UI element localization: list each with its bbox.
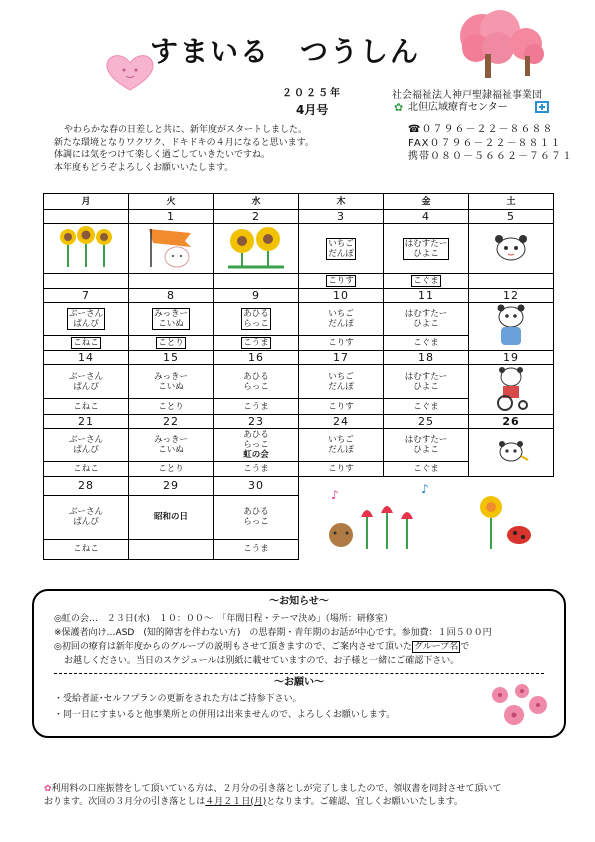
group-row [44, 303, 554, 336]
sub-group-name: こうま [243, 338, 269, 348]
group-name: らっこ [243, 440, 269, 450]
notice-line: ※保護者向け…ASD (知的障害を伴わない方) の思春期・青年期のお話が中心です。参加費：１回５００円 [54, 628, 492, 638]
request-line: ・同一日にすまいると他事業所との併用は出来ませんので、よろしくお願いします。 [54, 710, 396, 720]
group-name: だんぽ [328, 319, 354, 329]
fax-number: FAX０７９６－２２－８８１１ [408, 137, 562, 149]
cherry-blossom-illustration [486, 681, 552, 731]
sub-group-name: ことり [129, 399, 214, 415]
group-name: こいぬ [158, 445, 184, 455]
group-name: ぱんぴ [73, 517, 99, 528]
group-name: だんぽ [328, 248, 354, 259]
group-name: ひよこ [413, 319, 439, 329]
sub-group-name: こぐま [384, 462, 469, 477]
intro-text: やわらかな春の日差しと共に、新年度がスタートしました。 新たな環境となりワクワク、ドキドキの４月になると思います。 体調には気をつけて楽しく過ごしていきたいですね。 本年度もどうぞよろしくお願いいたします。 [54, 125, 314, 173]
group-name: らっこ [243, 517, 269, 528]
date-cell: 1 [129, 210, 214, 224]
date-row [44, 351, 554, 365]
sub-group-name: こぐま [384, 336, 469, 351]
date-cell: 8 [129, 289, 214, 303]
group-name: みっきー [153, 435, 188, 445]
panda-kimono-illustration [469, 303, 554, 351]
group-name-box: グループ名 [413, 642, 459, 652]
panda-illustration [469, 224, 554, 274]
date-cell: 17 [299, 351, 384, 365]
group-name: はむすたー [404, 309, 448, 319]
date-cell: 9 [214, 289, 299, 303]
weekday-thu: 木 [299, 194, 384, 210]
svg-text:♪: ♪ [421, 482, 430, 496]
sub-group-name: こねこ [44, 462, 129, 477]
notice-line: ◎初回の療育は新年度からのグループの説明もさせて頂きますので、ご案内させて頂いた グループ名 で [54, 642, 470, 652]
sub-group-name: こうま [214, 399, 299, 415]
group-name: らっこ [243, 319, 269, 329]
group-name: あひる [243, 309, 269, 319]
org-name: 社会福祉法人神戸聖隷福祉事業団 [392, 90, 542, 101]
group-name: ぶーさん [68, 371, 103, 382]
sub-group-name: こうま [214, 462, 299, 477]
sunflowers-illustration [214, 224, 299, 274]
page-title: すまいる つうしん [150, 35, 421, 68]
group-name: ひよこ [413, 381, 439, 392]
issue-year: ２０２５年 [282, 88, 342, 99]
group-box [326, 238, 356, 260]
date-cell: 7 [44, 289, 129, 303]
date-cell: 23 [214, 415, 299, 429]
date-cell: 25 [384, 415, 469, 429]
sub-group-name: こねこ [73, 338, 99, 348]
date-cell: 19 [469, 351, 554, 365]
footer-line: 利用料の口座振替をして頂いている方は、２月分の引き落としが完了しましたので、領収書を同封させて頂いて [51, 784, 502, 794]
group-name: ひよこ [413, 248, 439, 259]
date-cell: 4 [384, 210, 469, 224]
request-title: ～お願い～ [274, 677, 324, 688]
panda-flag-illustration [469, 429, 554, 477]
date-row [44, 289, 554, 303]
group-box [67, 308, 105, 330]
date-cell: 24 [299, 415, 384, 429]
group-name: ぱんぴ [73, 319, 99, 329]
group-name: こいぬ [158, 381, 184, 392]
date-cell: 2 [214, 210, 299, 224]
sunflower-kids-illustration [44, 224, 129, 274]
flag-bunny-illustration [129, 224, 214, 274]
request-line: ・受給者証･セルフプランの更新をされた方はご持参下さい。 [54, 694, 302, 704]
group-name: いちご [328, 435, 354, 445]
date-cell: 12 [469, 289, 554, 303]
sub-group-name: こぐま [384, 399, 469, 415]
group-name: いちご [328, 309, 354, 319]
notice-title: ～お知らせ～ [269, 596, 329, 607]
event-label: 虹の会 [243, 450, 269, 460]
date-cell: 11 [384, 289, 469, 303]
group-name: はむすたー [404, 435, 448, 445]
date-cell: 29 [129, 477, 214, 496]
contact-block [408, 123, 573, 164]
date-cell: 5 [469, 210, 554, 224]
date-cell: 18 [384, 351, 469, 365]
date-row [44, 477, 554, 496]
group-name: ぶーさん [68, 507, 103, 518]
sub-group-name: こねこ [44, 539, 129, 559]
group-row [44, 429, 554, 462]
date-row [44, 415, 554, 429]
group-row [44, 224, 554, 274]
center-name: 北但広域療育センター [408, 102, 508, 113]
mobile-number: 携帯０８０－５６６２－７６７１ [408, 151, 573, 162]
group-name: あひる [243, 371, 269, 382]
sub-group-name: ことり [129, 462, 214, 477]
group-name: みっきー [153, 309, 188, 319]
group-name: ひよこ [413, 445, 439, 455]
weekday-tue: 火 [129, 194, 214, 210]
date-cell: 15 [129, 351, 214, 365]
panda-wheelchair-illustration [469, 365, 554, 415]
organization-block [392, 90, 542, 114]
sub-group-name: ことり [158, 338, 184, 348]
footer-text: ✿利用料の口座振替をして頂いている方は、２月分の引き落としが完了しましたので、領収書を同封させて頂いて おります。次回の３月分の引き落としは４月２１日(月)となります。ご確認、宜しくお願いいたします。 [44, 784, 502, 807]
group-name: だんぽ [328, 445, 354, 455]
holiday-label: 昭和の日 [129, 495, 214, 539]
group-name: らっこ [243, 381, 269, 392]
date-cell: 30 [214, 477, 299, 496]
svg-text:♪: ♪ [331, 488, 340, 502]
sub-group-name: こぐま [413, 276, 439, 286]
group-name: ぱんぴ [73, 381, 99, 392]
group-name: みっきー [153, 371, 188, 382]
date-cell: 16 [214, 351, 299, 365]
notice-line: お越しください。当日のスケジュールは別紙に載せていますので、お子様と一緒にご確認下さい。 [64, 656, 460, 666]
date-cell: 10 [299, 289, 384, 303]
date-cell: 26 [469, 415, 554, 429]
group-name: はむすたー [404, 238, 448, 249]
flower-icon: ✿ [44, 784, 52, 794]
group-name: はむすたー [404, 371, 448, 382]
date-cell: 28 [44, 477, 129, 496]
sub-group-name: こねこ [44, 399, 129, 415]
notice-divider [54, 673, 544, 674]
weekday-wed: 水 [214, 194, 299, 210]
group-name: いちご [328, 238, 354, 249]
sub-group-name: こりす [299, 336, 384, 351]
group-name: ぶーさん [68, 309, 103, 319]
date-cell: 3 [299, 210, 384, 224]
group-name: あひる [243, 507, 269, 518]
group-name: あひる [243, 430, 269, 440]
group-name: ぶーさん [68, 435, 103, 445]
notice-line: ◎虹の会… ２３日(水) １０：００～ 「年間日程・テーマ決め」（場所：研修室） [54, 614, 393, 624]
payment-date: ４月２１日(月) [205, 796, 267, 807]
group-name: だんぽ [328, 381, 354, 392]
logo-icon [535, 101, 549, 113]
spring-flowers-illustration [299, 477, 554, 560]
clover-icon: ✿ [394, 101, 404, 114]
sub-group-name: こりす [299, 462, 384, 477]
group-name: こいぬ [158, 319, 184, 329]
date-cell: 14 [44, 351, 129, 365]
date-row [44, 210, 554, 224]
sub-group-name: こりす [299, 399, 384, 415]
group-box [152, 308, 190, 330]
weekday-fri: 金 [384, 194, 469, 210]
date-cell: 21 [44, 415, 129, 429]
group-row [44, 365, 554, 399]
date-cell: 22 [129, 415, 214, 429]
notice-box [32, 589, 566, 738]
group-box [403, 238, 450, 260]
group-box [241, 308, 271, 330]
calendar-table [43, 193, 554, 560]
phone-number: ☎０７９６－２２－８６８８ [408, 124, 554, 135]
weekday-header-row [44, 194, 554, 210]
weekday-sat: 土 [469, 194, 554, 210]
weekday-mon: 月 [44, 194, 129, 210]
sub-group-name: こうま [214, 539, 299, 559]
cherry-tree-illustration [450, 8, 550, 80]
group-name: ぱんぴ [73, 445, 99, 455]
sub-group-name: こりす [328, 276, 354, 286]
group-name: いちご [328, 371, 354, 382]
issue-month: 4月号 [296, 103, 329, 117]
sub-group-row [44, 274, 554, 289]
